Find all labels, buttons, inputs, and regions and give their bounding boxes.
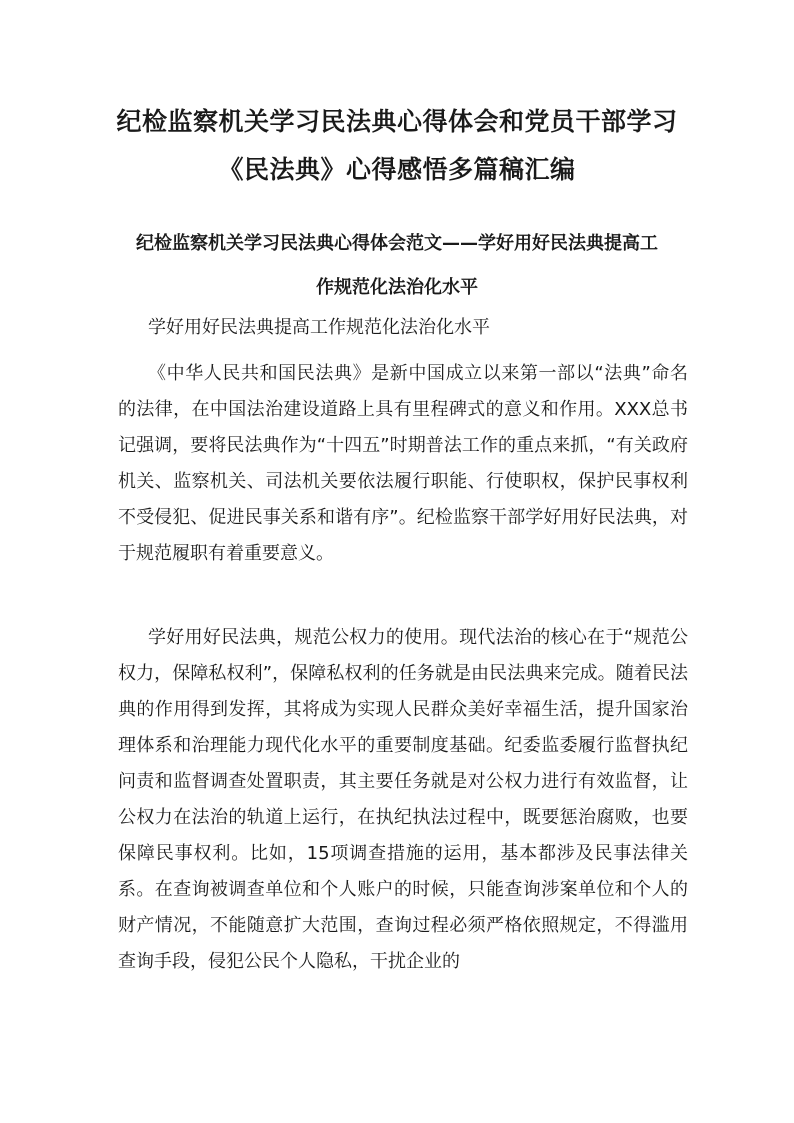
lead-line: 学好用好民法典提高工作规范化法治化水平 — [148, 317, 490, 338]
article-title — [112, 222, 682, 310]
document-title-line-2: 《民法典》心得感悟多篇稿汇编 — [218, 155, 576, 184]
body-paragraph-1: 《中华人民共和国民法典》是新中国成立以来第一部以“法典”命名的法律，在中国法治建设道路上具有里程碑式的意义和作用。XXX总书记强调，要将民法典作为“十四五”时期普法工作的重点来抓，“有关政府机关、监察机关、司法机关要依法履行职能、行使职权，保护民事权利不受侵犯、促进民事关系和谐有序”。纪检监察干部学好用好民法典，对于规范履职有着重要意义。 — [118, 363, 688, 564]
document-title — [0, 98, 794, 194]
article-title-line-2: 作规范化法治化水平 — [316, 277, 478, 298]
document-title-line-1: 纪检监察机关学习民法典心得体会和党员干部学习 — [116, 107, 678, 136]
body-paragraph-2: 学好用好民法典，规范公权力的使用。现代法治的核心在于“规范公权力，保障私权利”，保障私权利的任务就是由民法典来完成。随着民法典的作用得到发挥，其将成为实现人民群众美好幸福生活，提升国家治理体系和治理能力现代化水平的重要制度基础。纪委监委履行监督执纪问责和监督调查处置职责，其主要任务就是对公权力进行有效监督，让公权力在法治的轨道上运行，在执纪执法过程中，既要惩治腐败，也要保障民事权利。比如，15项调查措施的运用，基本都涉及民事法律关系。在查询被调查单位和个人账户的时候，只能查询涉案单位和个人的财产情况，不能随意扩大范围，查询过程必须严格依照规定，不得滥用查询手段，侵犯公民个人隐私，干扰企业的 — [118, 627, 688, 972]
article-title-line-1: 纪检监察机关学习民法典心得体会范文——学好用好民法典提高工 — [136, 233, 658, 254]
